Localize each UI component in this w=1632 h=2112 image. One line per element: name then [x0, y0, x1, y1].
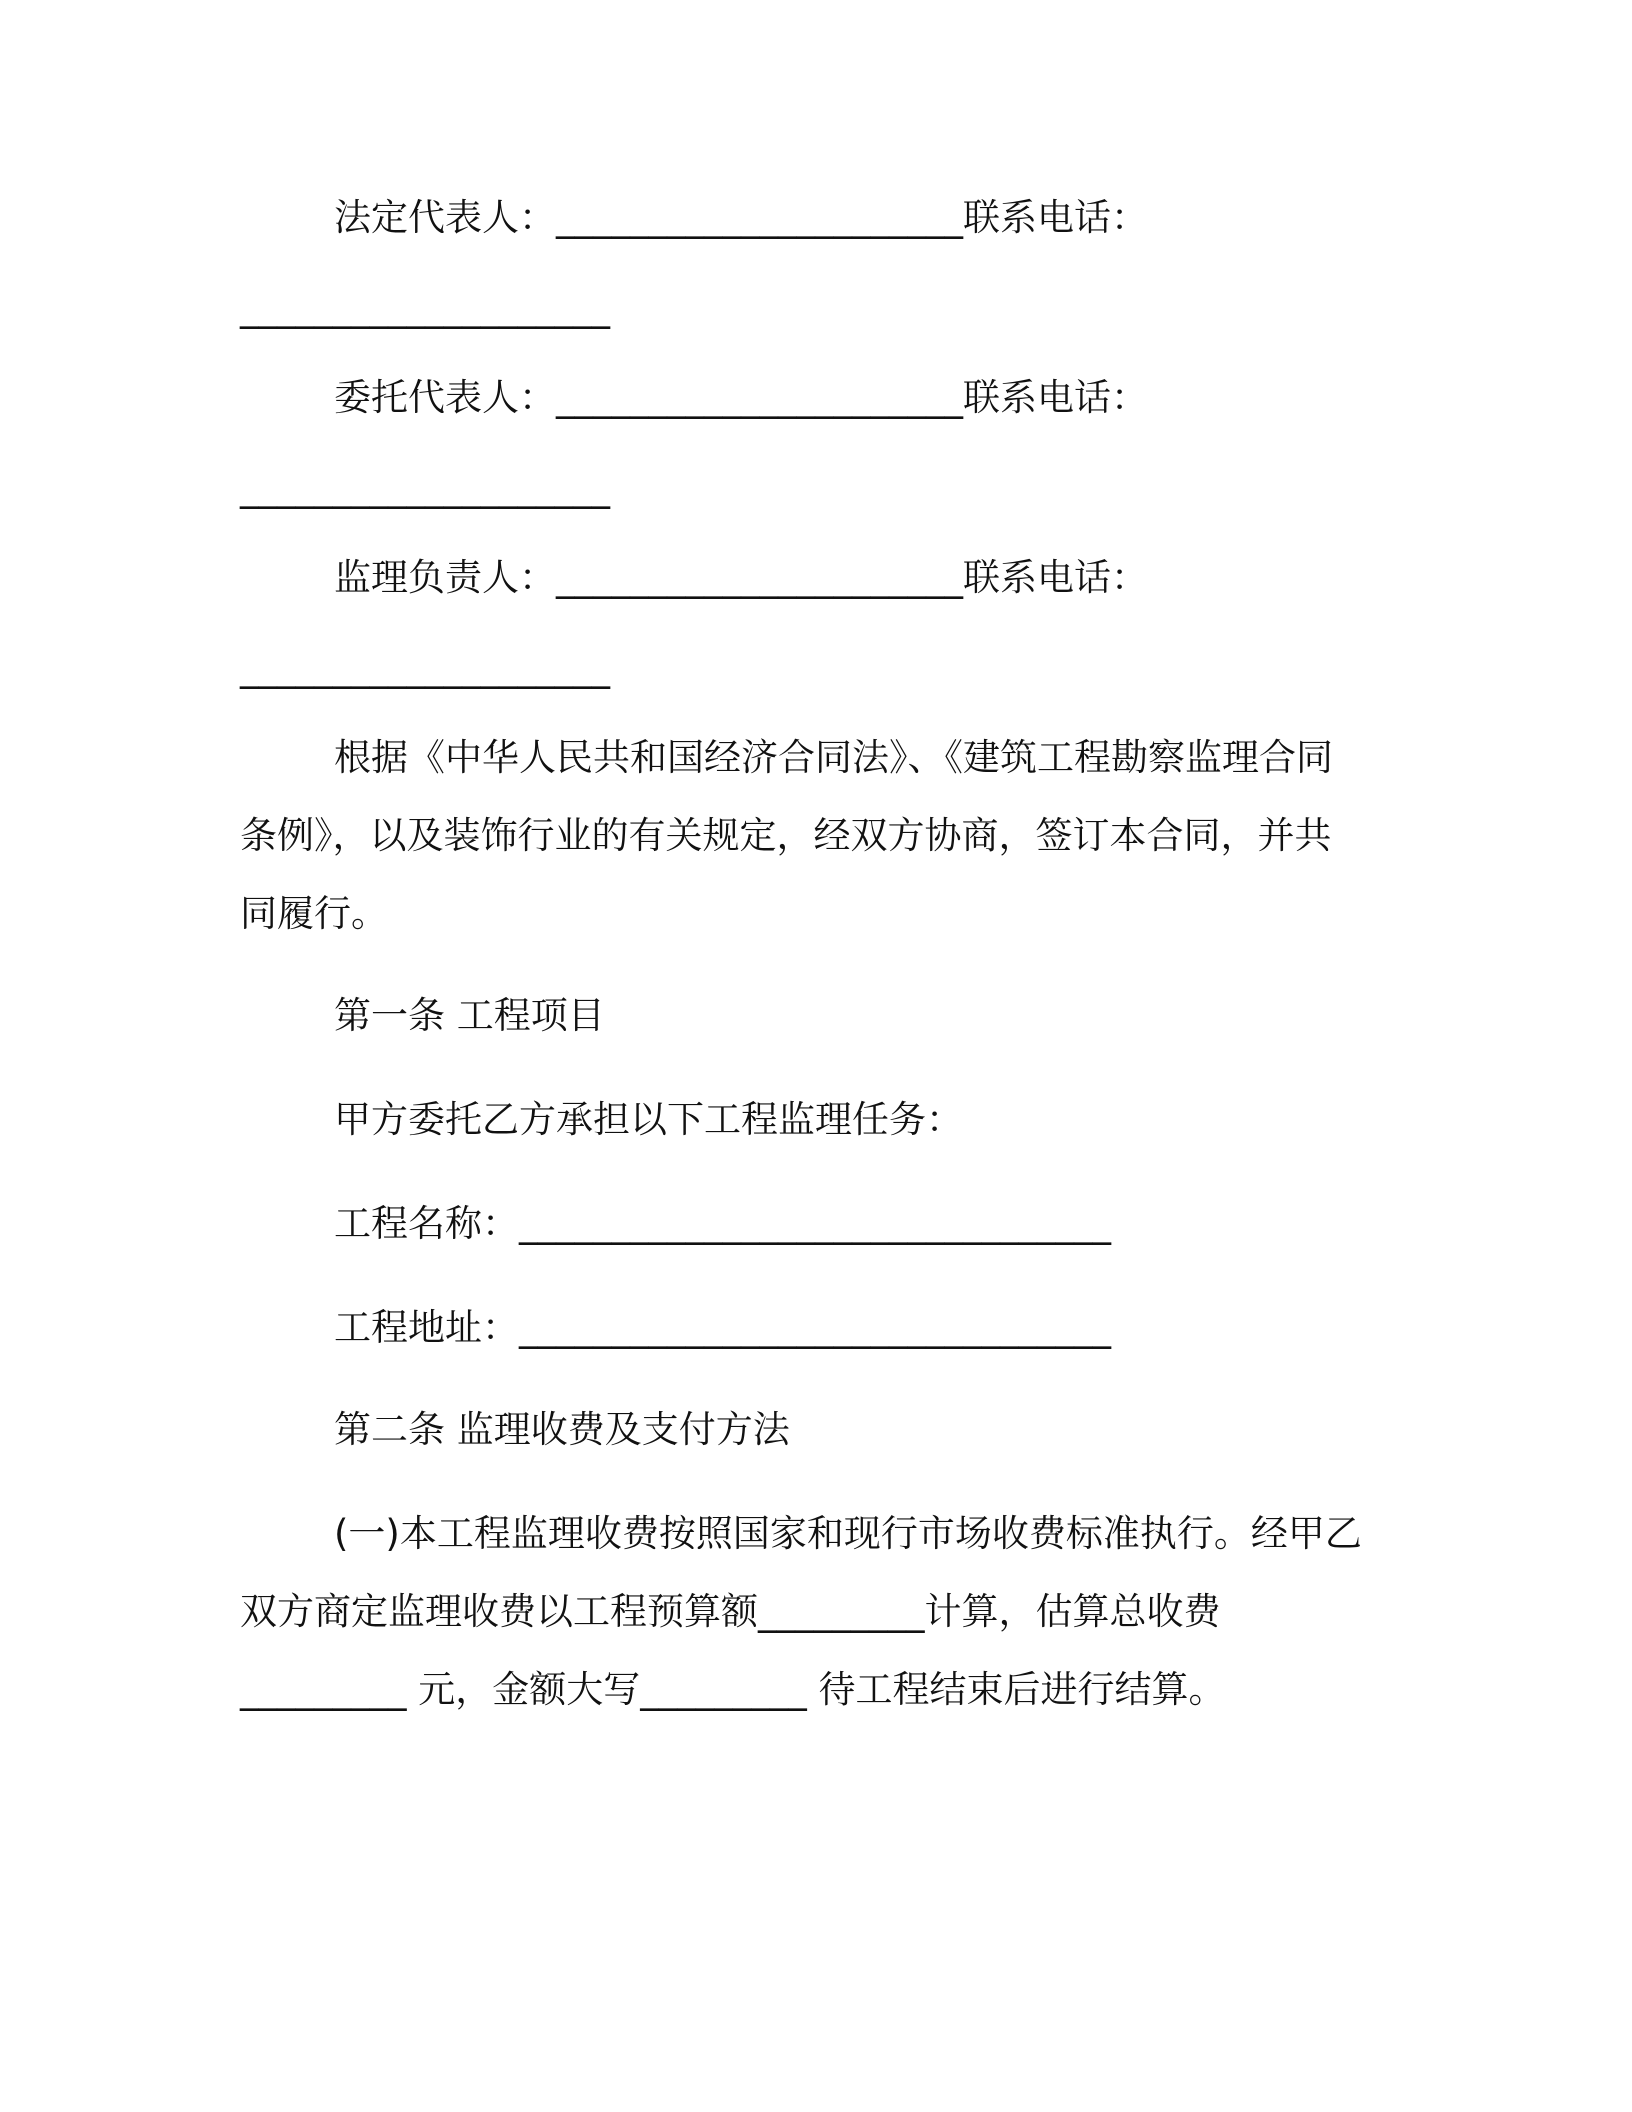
entrusted-representative-label: 委托代表人：	[334, 376, 556, 419]
project-address-label: 工程地址：	[334, 1306, 519, 1349]
intro-paragraph-line-2: 条例》，以及装饰行业的有关规定，经双方协商，签订本合同，并共	[240, 814, 1332, 857]
supervisor-in-charge-line	[334, 554, 1148, 602]
entrusted-representative-line	[334, 374, 1148, 422]
legal-representative-blank: ______________________	[556, 196, 963, 239]
article-2-clause-1-line-2	[240, 1588, 1221, 1636]
project-name-line	[334, 1200, 1111, 1248]
total-fee-blank: _________	[240, 1668, 407, 1711]
intro-paragraph-line-1: 根据《中华人民共和国经济合同法》、《建筑工程勘察监理合同	[334, 736, 1333, 779]
project-address-line	[334, 1304, 1111, 1352]
supervisor-in-charge-phone-label: 联系电话：	[963, 556, 1148, 599]
entrusted-representative-blank: ______________________	[556, 376, 963, 419]
clause-1-text-b: 计算，估算总收费	[924, 1590, 1221, 1633]
budget-basis-blank: _________	[758, 1590, 925, 1633]
project-name-blank: ________________________________	[519, 1202, 1111, 1245]
article-1-heading: 第一条 工程项目	[334, 994, 605, 1037]
entrusted-representative-phone-label: 联系电话：	[963, 376, 1148, 419]
intro-paragraph-line-3: 同履行。	[240, 892, 388, 935]
amount-in-words-blank: _________	[640, 1668, 807, 1711]
article-2-clause-1-line-1: (一)本工程监理收费按照国家和现行市场收费标准执行。经甲乙	[334, 1512, 1362, 1555]
legal-representative-phone-label: 联系电话：	[963, 196, 1148, 239]
supervisor-in-charge-label: 监理负责人：	[334, 556, 556, 599]
entrusted-representative-phone-blank: ____________________	[240, 466, 610, 509]
supervisor-in-charge-phone-blank: ____________________	[240, 646, 610, 689]
article-1-task: 甲方委托乙方承担以下工程监理任务：	[334, 1098, 963, 1141]
article-2-heading: 第二条 监理收费及支付方法	[334, 1408, 790, 1451]
clause-1-text-d: 待工程结束后进行结算。	[806, 1668, 1226, 1711]
supervisor-in-charge-blank: ______________________	[556, 556, 963, 599]
project-address-blank: ________________________________	[519, 1306, 1111, 1349]
legal-representative-label: 法定代表人：	[334, 196, 556, 239]
clause-1-text-a: 双方商定监理收费以工程预算额	[240, 1590, 758, 1633]
project-name-label: 工程名称：	[334, 1202, 519, 1245]
article-2-clause-1-line-3	[240, 1666, 1226, 1714]
legal-representative-phone-blank: ____________________	[240, 286, 610, 329]
clause-1-text-c: 元，金额大写	[406, 1668, 641, 1711]
legal-representative-line	[334, 194, 1148, 242]
